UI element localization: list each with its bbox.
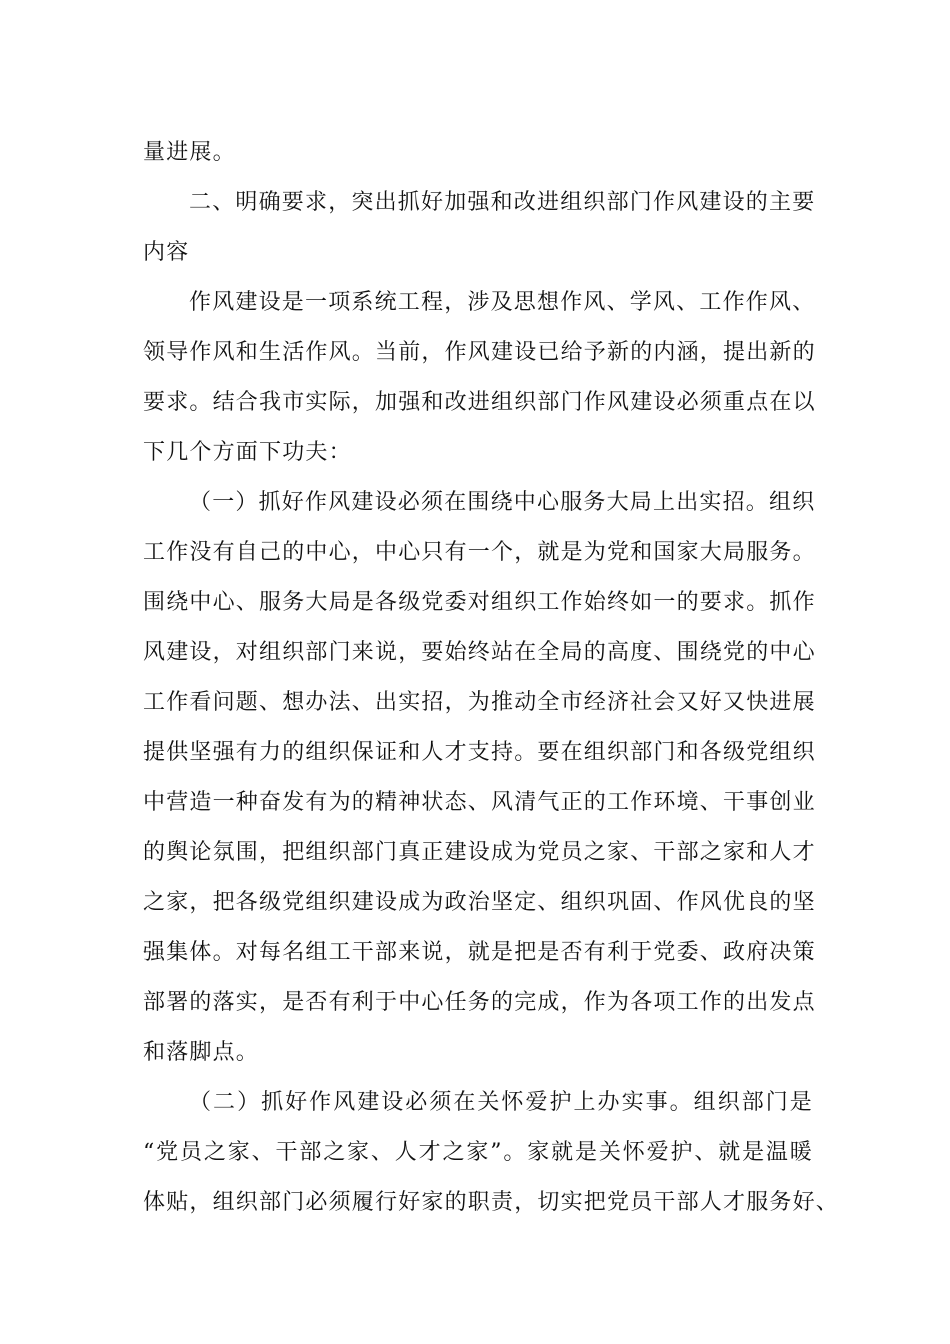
paragraph-line: （二）抓好作风建设必须在关怀爱护上办实事。组织部门是 [189,1090,813,1115]
paragraph-line: “党员之家、干部之家、人才之家”。家就是关怀爱护、就是温暖 [143,1140,813,1165]
paragraph-line: 量进展。 [143,140,236,165]
paragraph-line: 工作看问题、想办法、出实招，为推动全市经济社会又好又快进展 [143,690,816,715]
paragraph-line: 要求。结合我市实际，加强和改进组织部门作风建设必须重点在以 [143,390,816,415]
paragraph-line: 作风建设是一项系统工程，涉及思想作风、学风、工作作风、 [189,290,816,315]
paragraph-line: 内容 [143,240,190,265]
paragraph-line: 工作没有自己的中心，中心只有一个，就是为党和国家大局服务。 [143,540,816,565]
paragraph-line: 之家，把各级党组织建设成为政治坚定、组织巩固、作风优良的坚 [143,890,816,915]
paragraph-line: 领导作风和生活作风。当前，作风建设已给予新的内涵，提出新的 [143,340,816,365]
paragraph-line: 强集体。对每名组工干部来说，就是把是否有利于党委、政府决策 [143,940,816,965]
paragraph-line: 风建设，对组织部门来说，要始终站在全局的高度、围绕党的中心 [143,640,816,665]
paragraph-line: 部署的落实，是否有利于中心任务的完成，作为各项工作的出发点 [143,990,816,1015]
paragraph-line: 提供坚强有力的组织保证和人才支持。要在组织部门和各级党组织 [143,740,816,765]
paragraph-line: 中营造一种奋发有为的精神状态、风清气正的工作环境、干事创业 [143,790,816,815]
paragraph-line: 围绕中心、服务大局是各级党委对组织工作始终如一的要求。抓作 [143,590,816,615]
paragraph-line: 的舆论氛围，把组织部门真正建设成为党员之家、干部之家和人才 [143,840,816,865]
paragraph-line: 体贴，组织部门必须履行好家的职责，切实把党员干部人才服务好、 [143,1190,840,1215]
paragraph-line: 下几个方面下功夫： [143,440,352,465]
paragraph-line: 二、明确要求，突出抓好加强和改进组织部门作风建设的主要 [189,190,816,215]
paragraph-line: （一）抓好作风建设必须在围绕中心服务大局上出实招。组织 [189,490,816,515]
paragraph-line: 和落脚点。 [143,1040,260,1065]
document-body [143,128,840,1228]
